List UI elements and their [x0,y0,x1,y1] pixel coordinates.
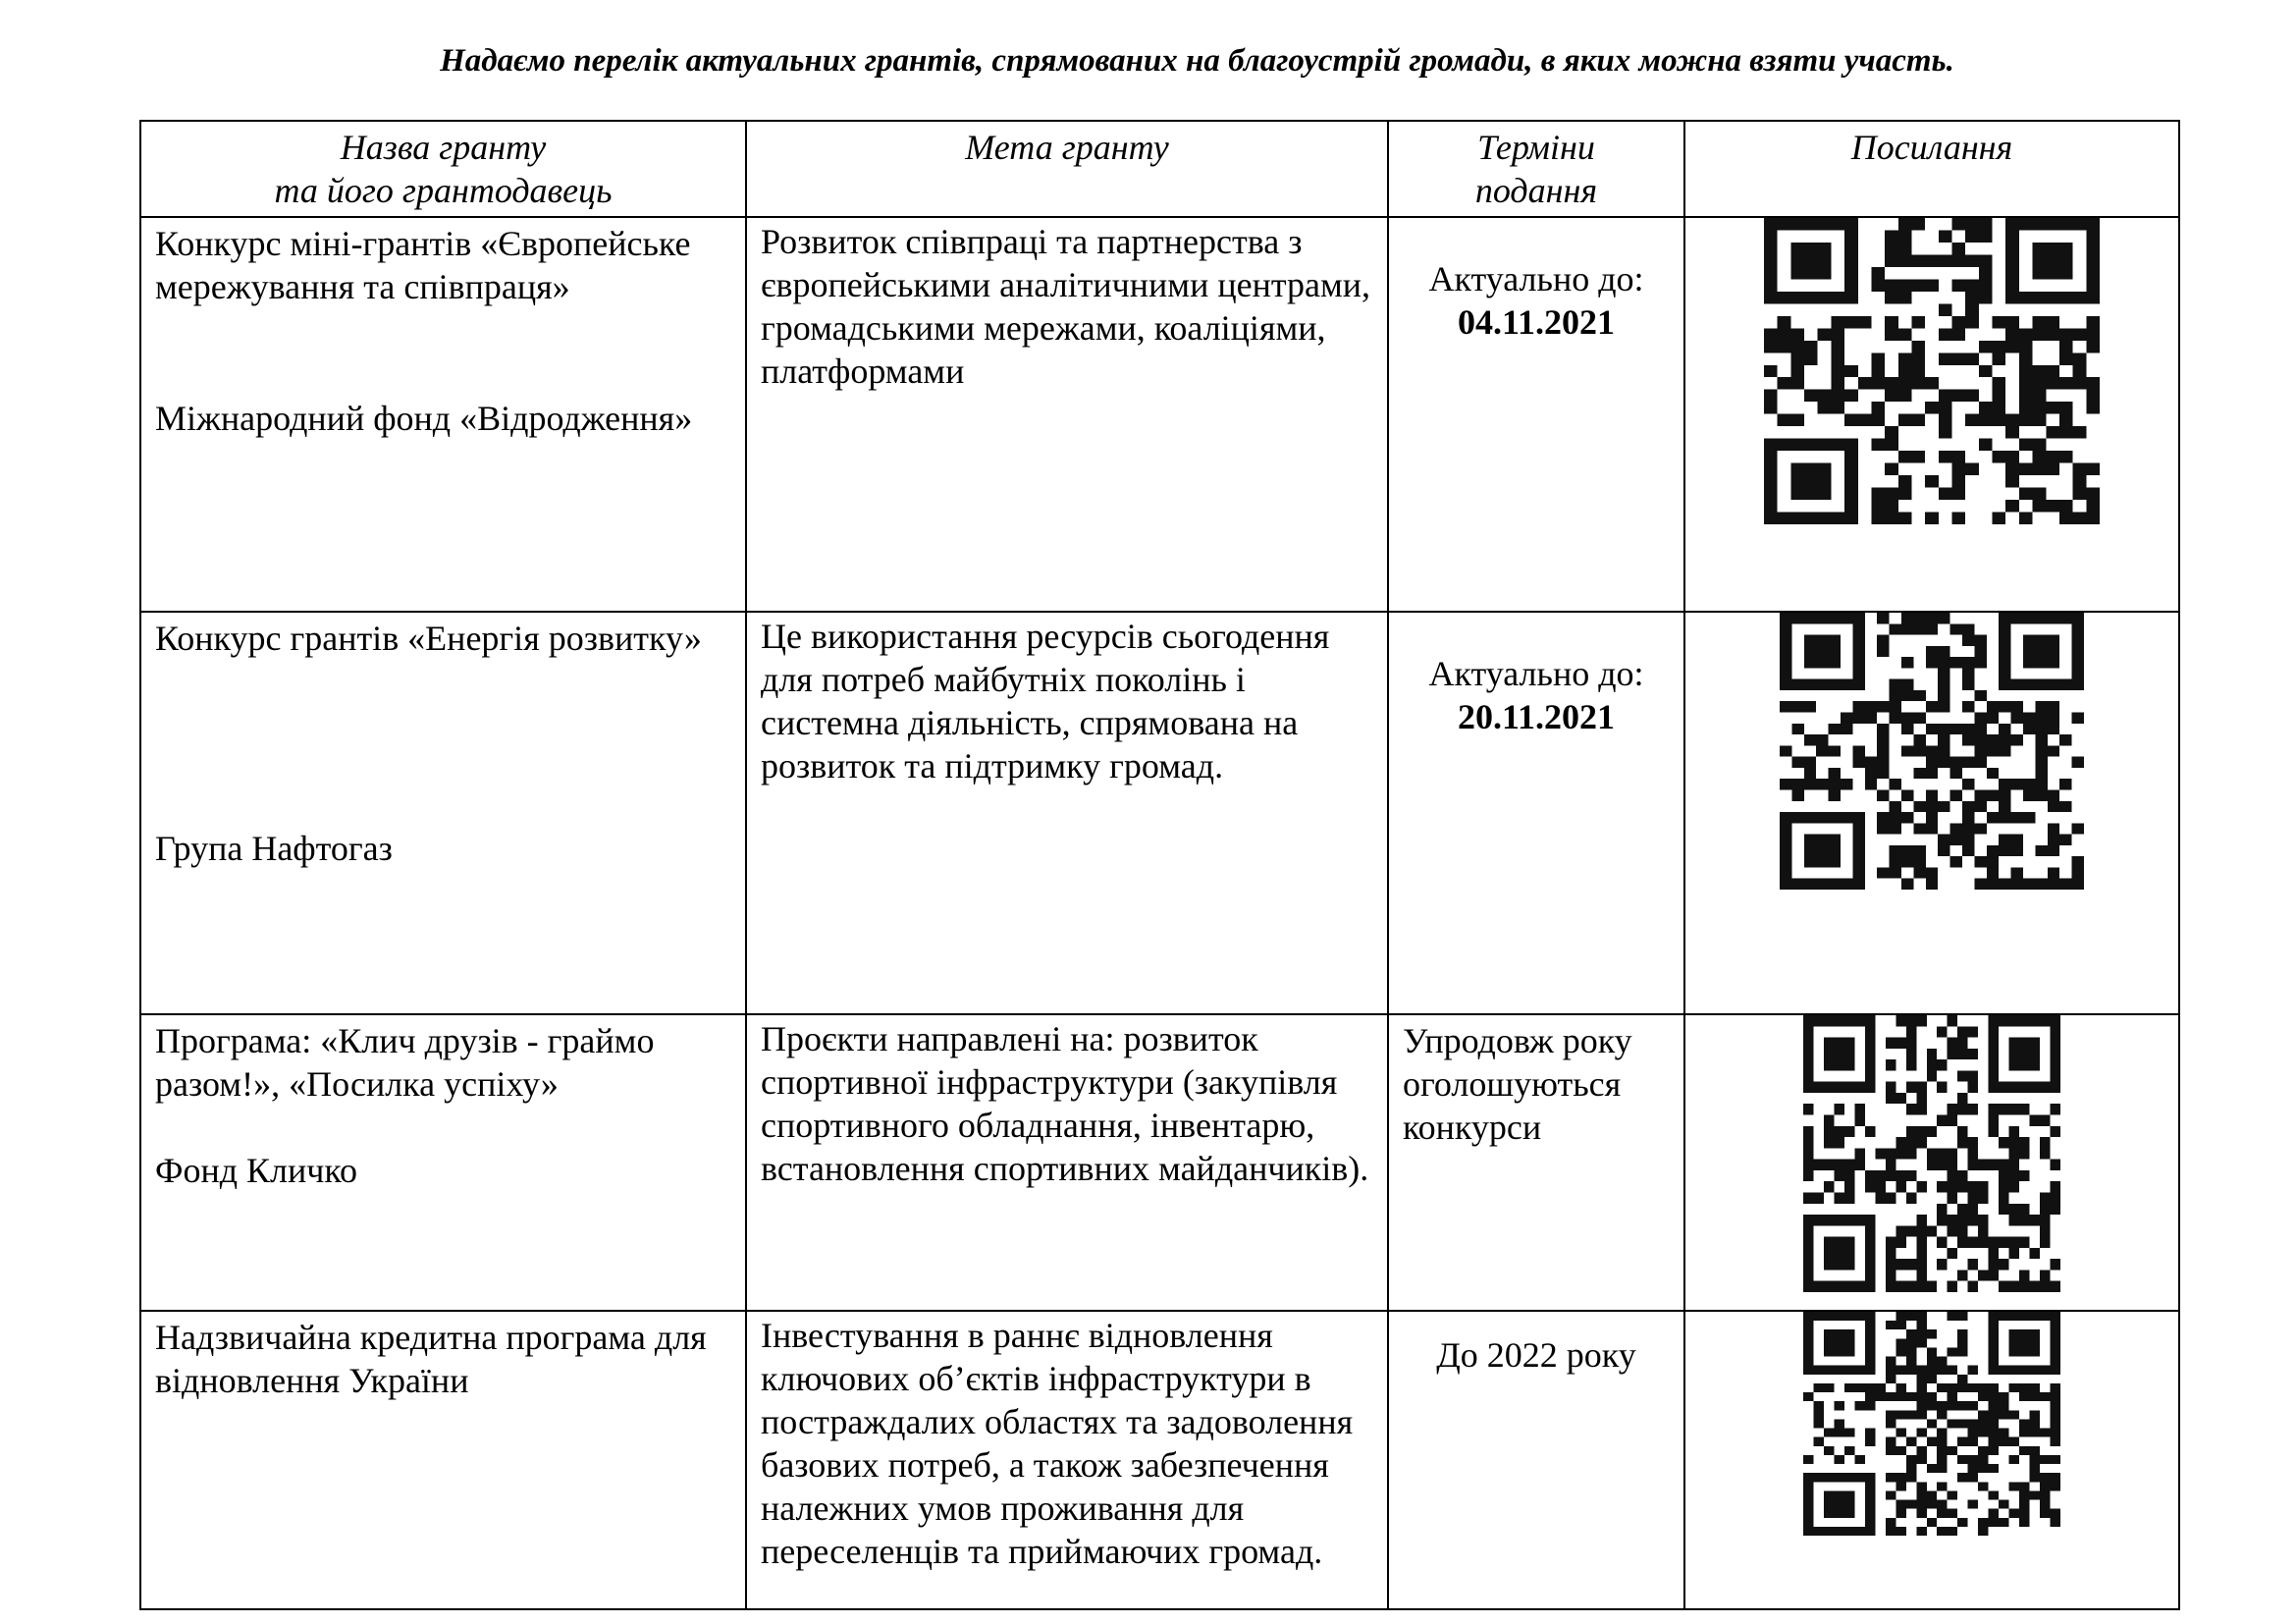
table-row [140,1014,2179,1311]
grant-link-cell [1684,217,2179,612]
grant-donor: Міжнародний фонд «Відродження» [155,399,693,438]
grant-name-cell [140,217,746,612]
grant-name-cell [140,1311,746,1609]
intro-text: Надаємо перелік актуальних грантів, спрямованих на благоустрій громади, в яких можна взяти участь. [440,43,1954,79]
table-header-row [140,121,2179,217]
grant-link-cell [1684,1311,2179,1609]
qr-code-icon[interactable] [1780,613,2084,890]
grant-name: Конкурс міні-грантів «Європейське мережування та співпраця» [155,224,691,306]
header-terms-line2: подання [1474,171,1598,210]
header-grant-goal: Мета гранту [746,121,1388,217]
header-terms-line1: Терміни [1477,128,1595,167]
grant-term-label: До 2022 року [1436,1335,1636,1375]
grant-term-label: Актуально до: [1428,654,1644,693]
grant-name-cell [140,1014,746,1311]
grant-term-cell [1388,612,1684,1014]
header-grant-name [140,121,746,217]
grant-term-date: 20.11.2021 [1457,697,1615,736]
grant-term-label: Упродовж року оголошуються конкурси [1403,1021,1632,1147]
qr-code-icon[interactable] [1803,1015,2060,1292]
grant-name: Надзвичайна кредитна програма для відновлення України [155,1318,707,1400]
grant-goal: Проєкти направлені на: розвиток спортивної інфраструктури (закупівля спортивного обладнання, інвентарю, встановлення спортивних майданчиків). [746,1014,1388,1311]
grant-term-cell [1388,217,1684,612]
table-row [140,1311,2179,1609]
header-grant-name-line2: та його грантодавець [274,171,613,210]
grant-name-cell [140,612,746,1014]
grant-term-date: 04.11.2021 [1457,302,1615,342]
grants-table [139,120,2180,1610]
grant-term-cell [1388,1311,1684,1609]
grant-link-cell [1684,612,2179,1014]
grant-name: Конкурс грантів «Енергія розвитку» [155,619,702,658]
grant-goal: Розвиток співпраці та партнерства з європейськими аналітичними центрами, громадськими мережами, коаліціями, платформами [746,217,1388,612]
grant-name: Програма: «Клич друзів - граймо разом!», «Посилка успіху» [155,1021,655,1104]
grant-term-label: Актуально до: [1428,259,1644,298]
grant-goal: Інвестування в раннє відновлення ключових об’єктів інфраструктури в постраждалих областях та задоволення базових потреб, а також забезпечення належних умов проживання для переселенців та приймаючих громад. [746,1311,1388,1609]
header-link: Посилання [1684,121,2179,217]
grant-term-cell [1388,1014,1684,1311]
grant-link-cell [1684,1014,2179,1311]
qr-code-icon[interactable] [1764,218,2100,524]
header-grant-name-line1: Назва гранту [340,128,547,167]
table-row [140,612,2179,1014]
header-terms [1388,121,1684,217]
qr-code-icon[interactable] [1803,1312,2060,1536]
grant-donor: Група Нафтогаз [155,829,393,868]
grant-goal: Це використання ресурсів сьогодення для потреб майбутніх поколінь і системна діяльність, спрямована на розвиток та підтримку громад. [746,612,1388,1014]
grant-donor: Фонд Кличко [155,1151,358,1190]
table-row [140,217,2179,612]
